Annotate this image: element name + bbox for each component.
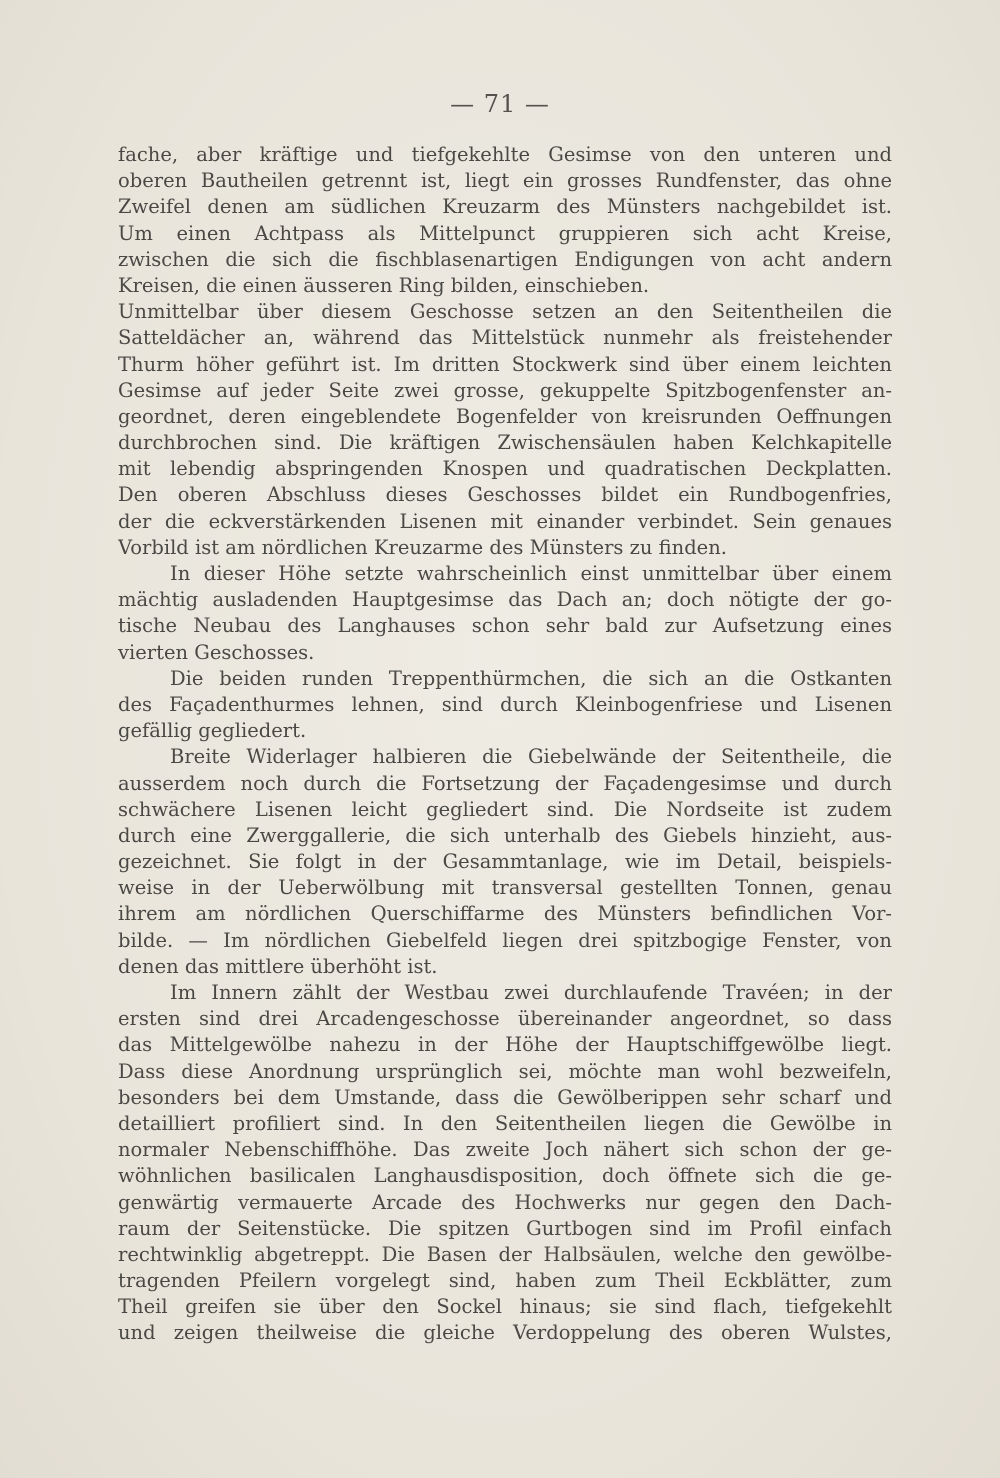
text-line: und zeigen theilweise die gleiche Verdoppelung des oberen Wulstes,: [118, 1321, 892, 1345]
paragraph: [118, 142, 892, 299]
text-line: des Façadenthurmes lehnen, sind durch Kleinbogenfriese und Lisenen: [118, 692, 892, 716]
text-line: vierten Geschosses.: [118, 640, 315, 664]
text-line: der die eckverstärkenden Lisenen mit einander verbindet. Sein genaues: [118, 509, 892, 533]
paragraph: [118, 561, 892, 666]
text-line: bilde. — Im nördlichen Giebelfeld liegen drei spitzbogige Fenster, von: [118, 928, 892, 952]
text-line: gezeichnet. Sie folgt in der Gesammtanlage, wie im Detail, beispiels-: [118, 850, 892, 874]
text-line: Theil greifen sie über den Sockel hinaus; sie sind flach, tiefgekehlt: [118, 1295, 892, 1319]
text-line: Kreisen, die einen äusseren Ring bilden, einschieben.: [118, 273, 650, 297]
text-line: ihrem am nördlichen Querschiffarme des Münsters befindlichen Vor-: [118, 902, 892, 926]
text-line: Vorbild ist am nördlichen Kreuzarme des Münsters zu finden.: [118, 535, 727, 559]
text-line: Gesimse auf jeder Seite zwei grosse, gekuppelte Spitzbogenfenster an-: [118, 378, 892, 402]
text-line: geordnet, deren eingeblendete Bogenfelder von kreisrunden Oeffnungen: [118, 404, 892, 428]
text-line: Den oberen Abschluss dieses Geschosses bildet ein Rundbogenfries,: [118, 483, 892, 507]
text-line: In dieser Höhe setzte wahrscheinlich einst unmittelbar über einem: [170, 562, 892, 585]
text-line: fache, aber kräftige und tiefgekehlte Gesimse von den unteren und: [118, 143, 892, 166]
text-line: schwächere Lisenen leicht gegliedert sind. Die Nordseite ist zudem: [118, 797, 892, 821]
text-line: Thurm höher geführt ist. Im dritten Stockwerk sind über einem leichten: [118, 352, 892, 376]
paragraph: [118, 299, 892, 561]
paragraph: [118, 666, 892, 745]
text-line: ersten sind drei Arcadengeschosse übereinander angeordnet, so dass: [118, 1007, 892, 1031]
text-line: durch eine Zwerggallerie, die sich unterhalb des Giebels hinzieht, aus-: [118, 823, 892, 847]
text-line: Unmittelbar über diesem Geschosse setzen an den Seitentheilen die: [118, 300, 892, 324]
text-line: tische Neubau des Langhauses schon sehr bald zur Aufsetzung eines: [118, 614, 892, 638]
paragraph: [118, 744, 892, 980]
text-line: Im Innern zählt der Westbau zwei durchlaufende Travéen; in der: [170, 981, 892, 1004]
text-line: besonders bei dem Umstande, dass die Gewölberippen sehr scharf und: [118, 1085, 892, 1109]
text-line: durchbrochen sind. Die kräftigen Zwischensäulen haben Kelchkapitelle: [118, 431, 892, 455]
text-line: mächtig ausladenden Hauptgesimse das Dach an; doch nötigte der go-: [118, 588, 892, 612]
text-line: zwischen die sich die fischblasenartigen Endigungen von acht andern: [118, 247, 892, 271]
text-line: raum der Seitenstücke. Die spitzen Gurtbogen sind im Profil einfach: [118, 1216, 892, 1240]
text-line: mit lebendig abspringenden Knospen und quadratischen Deckplatten.: [118, 457, 892, 481]
text-line: denen das mittlere überhöht ist.: [118, 954, 438, 978]
text-line: detailliert profiliert sind. In den Seitentheilen liegen die Gewölbe in: [118, 1111, 892, 1135]
text-line: wöhnlichen basilicalen Langhausdisposition, doch öffnete sich die ge-: [118, 1164, 892, 1188]
text-line: Zweifel denen am südlichen Kreuzarm des Münsters nachgebildet ist.: [118, 195, 892, 219]
text-line: Dass diese Anordnung ursprünglich sei, möchte man wohl bezweifeln,: [118, 1059, 892, 1083]
text-line: normaler Nebenschiffhöhe. Das zweite Joch nähert sich schon der ge-: [118, 1138, 892, 1162]
text-line: Breite Widerlager halbieren die Giebelwände der Seitentheile, die: [170, 745, 892, 769]
text-line: genwärtig vermauerte Arcade des Hochwerks nur gegen den Dach-: [118, 1190, 892, 1214]
text-line: oberen Bautheilen getrennt ist, liegt ein grosses Rundfenster, das ohne: [118, 169, 892, 193]
text-line: ausserdem noch durch die Fortsetzung der Façadengesimse und durch: [118, 771, 892, 795]
text-line: Die beiden runden Treppenthürmchen, die sich an die Ostkanten: [170, 666, 892, 690]
text-line: tragenden Pfeilern vorgelegt sind, haben zum Theil Eckblätter, zum: [118, 1269, 892, 1293]
body-text: [118, 142, 892, 1347]
text-line: Satteldächer an, während das Mittelstück nunmehr als freistehender: [118, 326, 892, 350]
text-line: rechtwinklig abgetreppt. Die Basen der Halbsäulen, welche den gewölbe-: [118, 1242, 892, 1266]
text-line: das Mittelgewölbe nahezu in der Höhe der Hauptschiffgewölbe liegt.: [118, 1033, 892, 1057]
paragraph: [118, 980, 892, 1347]
text-line: Um einen Achtpass als Mittelpunct gruppieren sich acht Kreise,: [118, 221, 892, 245]
text-line: weise in der Ueberwölbung mit transversal gestellten Tonnen, genau: [118, 876, 892, 900]
text-line: gefällig gegliedert.: [118, 719, 307, 743]
page-number: — 71 —: [450, 90, 550, 118]
